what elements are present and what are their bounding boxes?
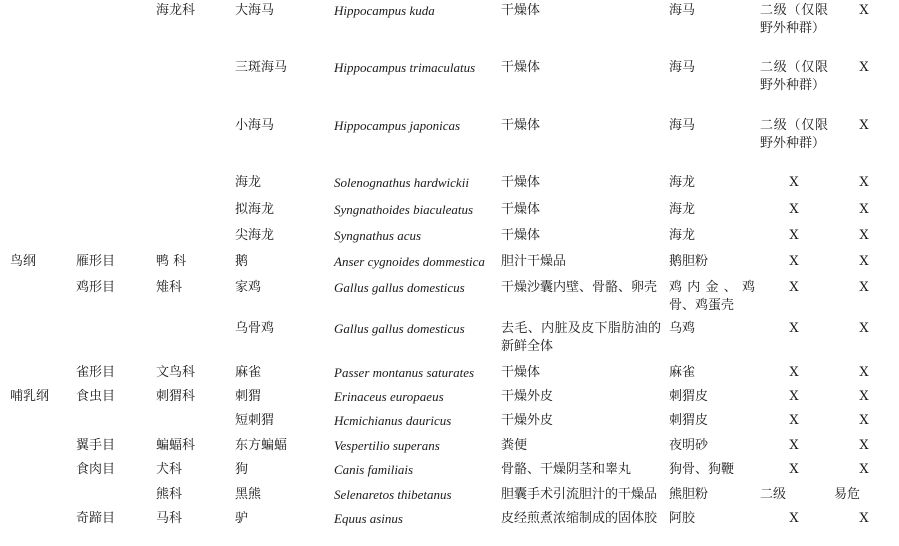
medicinal-part-cell: 干燥体 xyxy=(501,60,541,75)
latin-name-cell: Equus asinus xyxy=(334,511,403,526)
latin-name-cell: Anser cygnoides dommestica xyxy=(334,254,485,269)
medicinal-part-cell: 干燥体 xyxy=(501,228,541,243)
cites-status-cell: X xyxy=(859,254,869,269)
drug-name-cell: 熊胆粉 xyxy=(669,487,709,502)
latin-name-cell: Gallus gallus domesticus xyxy=(334,280,465,295)
protection-level-cell: X xyxy=(789,462,799,477)
order-cell: 翼手目 xyxy=(76,438,116,453)
drug-name-cell: 刺猬皮 xyxy=(669,413,709,428)
order-cell: 食虫目 xyxy=(76,389,116,404)
species-name-cell: 黑熊 xyxy=(235,487,262,502)
protection-level-cell: X xyxy=(789,280,799,295)
drug-name-cell: 麻雀 xyxy=(669,365,696,380)
protection-level-cell: 二级（仅限野外种群） xyxy=(760,60,828,93)
protection-level-cell: X xyxy=(789,228,799,243)
class-cell: 鸟纲 xyxy=(10,254,37,269)
drug-name-cell: 乌鸡 xyxy=(669,321,696,336)
cites-status-cell: X xyxy=(859,118,869,133)
species-name-cell: 驴 xyxy=(235,511,249,526)
medicinal-part-cell: 干燥外皮 xyxy=(501,389,554,404)
order-cell: 雀形目 xyxy=(76,365,116,380)
medicinal-part-cell: 干燥体 xyxy=(501,3,541,18)
drug-name-cell: 海马 xyxy=(669,3,696,18)
species-name-cell: 短刺猬 xyxy=(235,413,275,428)
cites-status-cell: X xyxy=(859,413,869,428)
latin-name-cell: Erinaceus europaeus xyxy=(334,389,444,404)
latin-name-cell: Syngnathus acus xyxy=(334,228,422,243)
cites-status-cell: X xyxy=(859,202,869,217)
drug-name-cell: 夜明砂 xyxy=(669,438,709,453)
latin-name-cell: Hcmichianus dauricus xyxy=(334,413,452,428)
cites-status-cell: X xyxy=(859,365,869,380)
species-name-cell: 拟海龙 xyxy=(235,202,275,217)
cites-status-cell: X xyxy=(859,60,869,75)
species-name-cell: 麻雀 xyxy=(235,365,262,380)
latin-name-cell: Passer montanus saturates xyxy=(334,365,475,380)
drug-name-cell: 海龙 xyxy=(669,202,696,217)
protection-level-cell: X xyxy=(789,389,799,404)
protection-level-cell: X xyxy=(789,511,799,526)
drug-name-cell: 海马 xyxy=(669,60,696,75)
species-name-cell: 家鸡 xyxy=(235,280,262,295)
protection-level-cell: 二级（仅限野外种群） xyxy=(760,3,828,36)
species-name-cell: 刺猬 xyxy=(235,389,262,404)
medicinal-part-cell: 干燥体 xyxy=(501,365,541,380)
medicinal-part-cell: 去毛、内脏及皮下脂肪油的新鲜全体 xyxy=(501,321,661,354)
medicinal-part-cell: 干燥体 xyxy=(501,175,541,190)
cites-status-cell: X xyxy=(859,280,869,295)
medicinal-part-cell: 干燥体 xyxy=(501,118,541,133)
protection-level-cell: 二级 xyxy=(760,487,787,502)
family-cell: 文鸟科 xyxy=(156,365,196,380)
protection-level-cell: X xyxy=(789,175,799,190)
latin-name-cell: Hippocampus kuda xyxy=(334,3,435,18)
family-cell: 雉科 xyxy=(156,280,183,295)
family-cell: 鸭 科 xyxy=(156,254,187,269)
latin-name-cell: Hippocampus trimaculatus xyxy=(334,60,476,75)
medicinal-part-cell: 皮经煎煮浓缩制成的固体胶 xyxy=(501,511,658,526)
species-name-cell: 乌骨鸡 xyxy=(235,321,275,336)
species-name-cell: 尖海龙 xyxy=(235,228,275,243)
latin-name-cell: Syngnathoides biaculeatus xyxy=(334,202,474,217)
drug-name-cell: 海龙 xyxy=(669,175,696,190)
family-cell: 犬科 xyxy=(156,462,183,477)
protection-level-cell: X xyxy=(789,413,799,428)
drug-name-cell: 狗骨、狗鞭 xyxy=(669,462,735,477)
species-name-cell: 三斑海马 xyxy=(235,60,288,75)
protection-level-cell: X xyxy=(789,254,799,269)
medicinal-part-cell: 干燥体 xyxy=(501,202,541,217)
species-name-cell: 大海马 xyxy=(235,3,275,18)
family-cell: 刺猬科 xyxy=(156,389,196,404)
species-name-cell: 海龙 xyxy=(235,175,262,190)
medicinal-part-cell: 干燥沙囊内壁、骨骼、卵壳 xyxy=(501,280,658,295)
protection-level-cell: X xyxy=(789,365,799,380)
family-cell: 熊科 xyxy=(156,487,183,502)
medicinal-part-cell: 干燥外皮 xyxy=(501,413,554,428)
latin-name-cell: Hippocampus japonicas xyxy=(334,118,461,133)
species-name-cell: 东方蝙蝠 xyxy=(235,438,288,453)
drug-name-cell: 刺猬皮 xyxy=(669,389,709,404)
cites-status-cell: X xyxy=(859,511,869,526)
latin-name-cell: Vespertilio superans xyxy=(334,438,440,453)
drug-name-cell: 海龙 xyxy=(669,228,696,243)
protection-level-cell: X xyxy=(789,321,799,336)
species-name-cell: 狗 xyxy=(235,462,249,477)
family-cell: 马科 xyxy=(156,511,183,526)
drug-name-cell: 鹅胆粉 xyxy=(669,254,709,269)
medicinal-part-cell: 胆汁干燥品 xyxy=(501,254,567,269)
protection-level-cell: X xyxy=(789,438,799,453)
protection-level-cell: X xyxy=(789,202,799,217)
medicinal-part-cell: 胆囊手术引流胆汁的干燥品 xyxy=(501,487,658,502)
protection-level-cell: 二级（仅限野外种群） xyxy=(760,118,828,151)
cites-status-cell: X xyxy=(859,438,869,453)
order-cell: 鸡形目 xyxy=(76,280,116,295)
order-cell: 雁形目 xyxy=(76,254,116,269)
species-name-cell: 鹅 xyxy=(235,254,249,269)
drug-name-cell: 鸡内金、鸡骨、鸡蛋壳 xyxy=(669,280,755,313)
latin-name-cell: Selenaretos thibetanus xyxy=(334,487,452,502)
cites-status-cell: X xyxy=(859,3,869,18)
latin-name-cell: Gallus gallus domesticus xyxy=(334,321,465,336)
cites-status-cell: X xyxy=(859,462,869,477)
medicinal-part-cell: 粪便 xyxy=(501,438,528,453)
order-cell: 食肉目 xyxy=(76,462,116,477)
cites-status-cell: X xyxy=(859,175,869,190)
latin-name-cell: Canis familiais xyxy=(334,462,414,477)
cites-status-cell: X xyxy=(859,389,869,404)
cites-status-cell: X xyxy=(859,228,869,243)
family-cell: 海龙科 xyxy=(156,3,196,18)
species-name-cell: 小海马 xyxy=(235,118,275,133)
order-cell: 奇蹄目 xyxy=(76,511,116,526)
family-cell: 蝙蝠科 xyxy=(156,438,196,453)
cites-status-cell: 易危 xyxy=(834,487,861,502)
medicinal-part-cell: 骨骼、干燥阴茎和睾丸 xyxy=(501,462,632,477)
cites-status-cell: X xyxy=(859,321,869,336)
class-cell: 哺乳纲 xyxy=(10,389,50,404)
latin-name-cell: Solenognathus hardwickii xyxy=(334,175,469,190)
drug-name-cell: 海马 xyxy=(669,118,696,133)
drug-name-cell: 阿胶 xyxy=(669,511,696,526)
